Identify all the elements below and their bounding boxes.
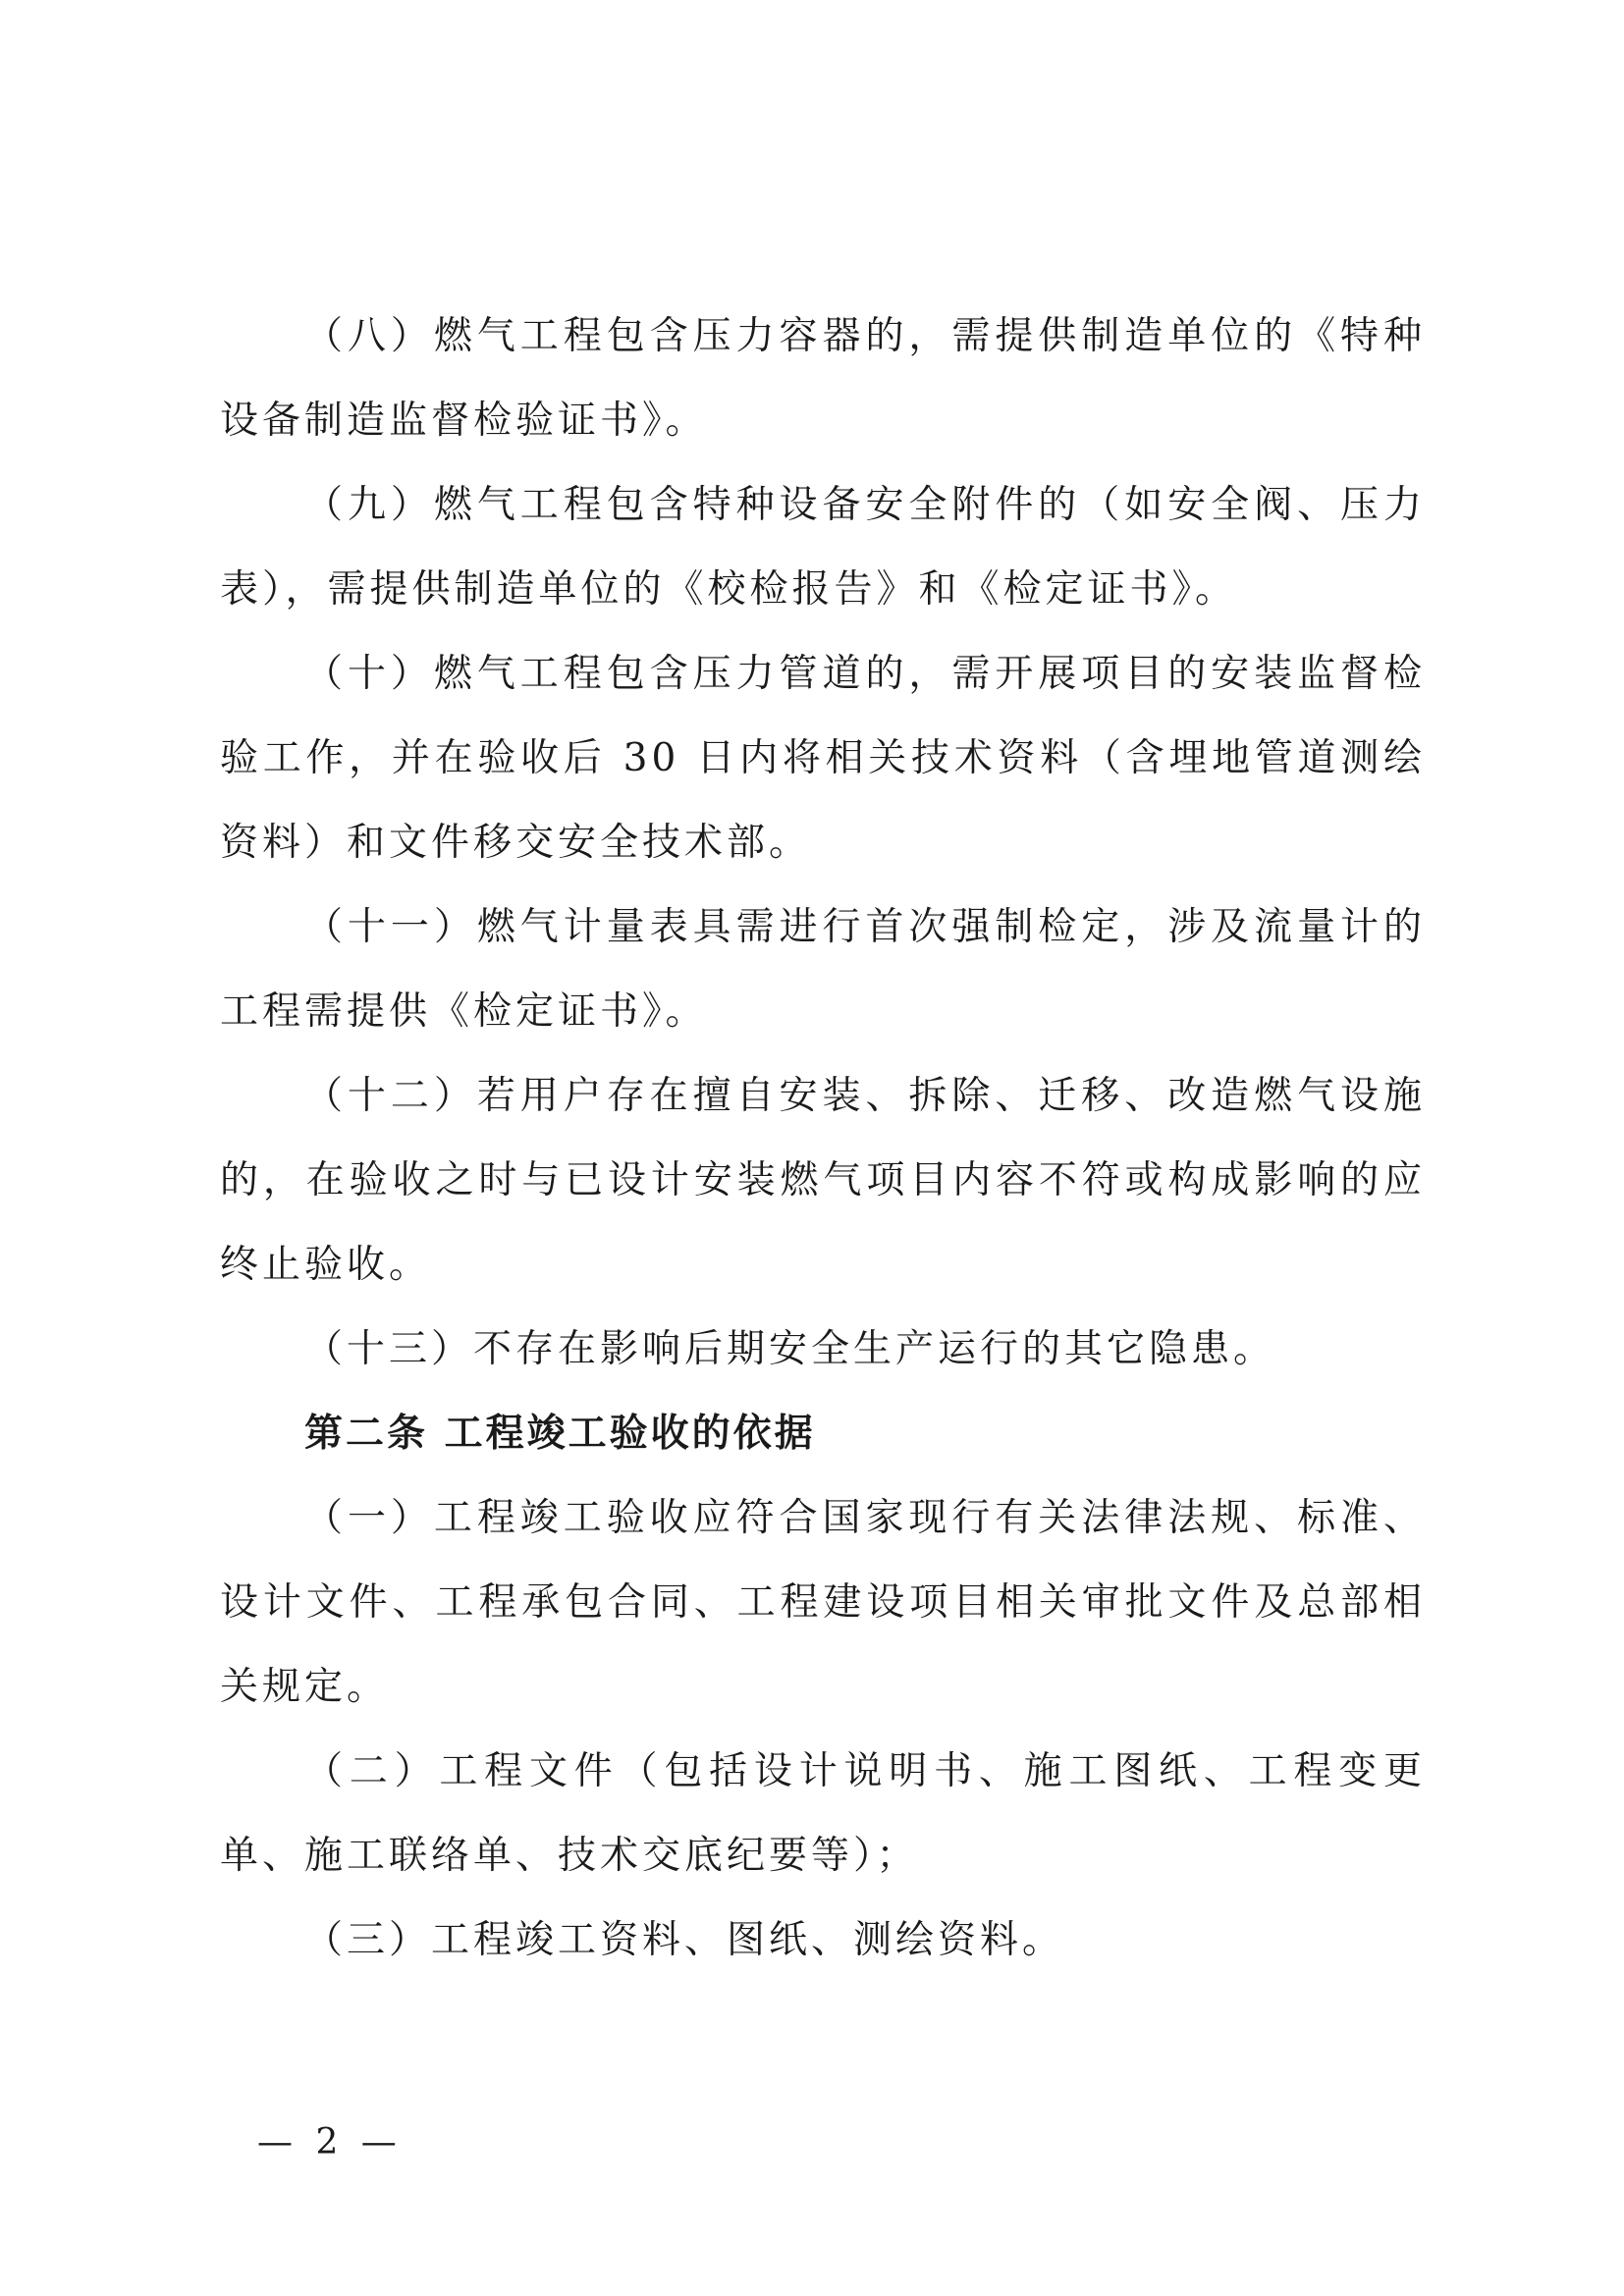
paragraph-item-8: （八）燃气工程包含压力容器的，需提供制造单位的《特种设备制造监督检验证书》。 <box>220 314 1426 443</box>
section-heading: 第二条 工程竣工验收的依据 <box>304 1412 816 1456</box>
paragraph-item-12: （十二）若用户存在擅自安装、拆除、迁移、改造燃气设施的，在验收之时与已设计安装燃气项目内容不符或构成影响的应终止验收。 <box>220 1074 1426 1287</box>
paragraph-item-10: （十）燃气工程包含压力管道的，需开展项目的安装监督检验工作，并在验收后 30 日内将相关技术资料（含埋地管道测绘资料）和文件移交安全技术部。 <box>220 652 1426 865</box>
section-paragraph-2: （二）工程文件（包括设计说明书、施工图纸、工程变更单、施工联络单、技术交底纪要等）； <box>220 1749 1426 1878</box>
paragraph-item-11: （十一）燃气计量表具需进行首次强制检定，涉及流量计的工程需提供《检定证书》。 <box>220 905 1426 1034</box>
page-number: — 2 — <box>257 2122 403 2163</box>
paragraph-item-9: （九）燃气工程包含特种设备安全附件的（如安全阀、压力表），需提供制造单位的《校检报告》和《检定证书》。 <box>220 483 1426 612</box>
paragraph-item-13: （十三）不存在影响后期安全生产运行的其它隐患。 <box>304 1327 1276 1371</box>
section-paragraph-3: （三）工程竣工资料、图纸、测绘资料。 <box>304 1918 1065 1962</box>
section-paragraph-1: （一）工程竣工验收应符合国家现行有关法律法规、标准、设计文件、工程承包合同、工程建设项目相关审批文件及总部相关规定。 <box>220 1496 1426 1709</box>
document-body <box>220 294 1426 1983</box>
